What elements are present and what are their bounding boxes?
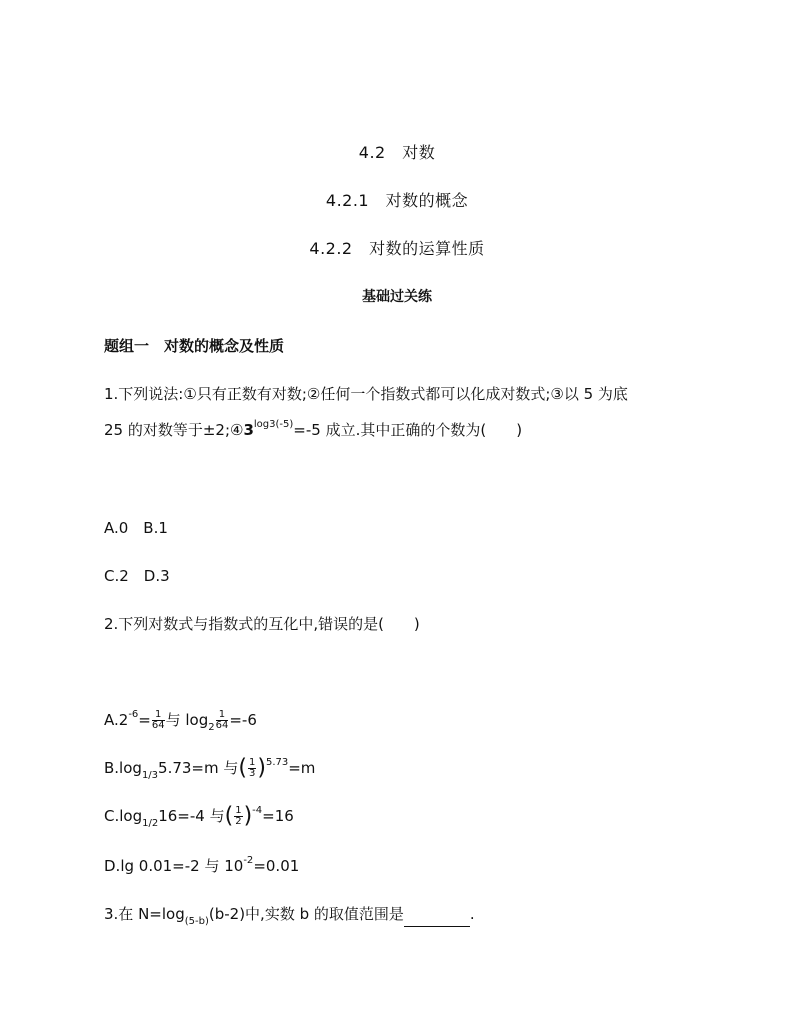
q2c-label: C.log (104, 807, 143, 825)
q2b-close-paren: ) (257, 755, 266, 781)
q2b-exponent: 5.73 (265, 757, 289, 768)
q2-option-a (104, 710, 257, 733)
q2d-pre: D.lg 0.01=-2 与 10 (104, 857, 244, 875)
q2-option-c (104, 803, 294, 829)
exercise-heading: 基础过关练 (362, 289, 432, 305)
q2c-fraction (234, 806, 242, 827)
q2c-open-paren: ( (224, 803, 234, 829)
q2d-tail: =0.01 (253, 857, 300, 875)
q1-power-base: 3 (243, 421, 254, 439)
q2c-num: 1 (235, 805, 242, 816)
q1-stem-line2 (104, 420, 522, 443)
q2b-label: B.log (104, 759, 142, 777)
q3-logbase: (5-b) (184, 916, 209, 927)
q2b-fraction (248, 758, 256, 779)
q2a-den: 64 (151, 720, 165, 731)
q2a-label: A.2 (104, 711, 129, 729)
q2a-mid: 与 log (165, 711, 209, 729)
q2a-den2: 64 (215, 720, 229, 731)
q2-option-b (104, 755, 316, 781)
q2c-close-paren: ) (243, 803, 253, 829)
q2b-open-paren: ( (238, 755, 247, 781)
q2a-num2: 1 (216, 710, 229, 721)
q3-stem (104, 904, 475, 927)
section-title: 4.2 对数 (358, 143, 436, 162)
q2a-tail: =-6 (229, 711, 257, 729)
q2c-den: 2 (235, 816, 242, 827)
q2c-logbase: 1/2 (142, 818, 159, 829)
q2b-num: 1 (248, 757, 256, 768)
q2a-exponent: -6 (128, 709, 139, 720)
q2c-tail: =16 (262, 807, 294, 825)
q2a-eq: = (138, 711, 151, 729)
q2d-exponent: -2 (243, 855, 254, 866)
q1-options-ab: A.0 B.1 (104, 519, 168, 537)
subsection-title-2: 4.2.2 对数的运算性质 (309, 239, 485, 258)
q1-power-exponent: log3(-5) (253, 419, 294, 430)
group-heading: 题组一 对数的概念及性质 (104, 337, 285, 355)
q2-option-d (104, 856, 299, 879)
q2c-rest: 16=-4 与 (158, 807, 225, 825)
q2a-fraction-2 (216, 710, 229, 731)
q3-end: . (469, 905, 475, 923)
q1-text-post: =-5 成立.其中正确的个数为( ) (293, 421, 523, 439)
q2-stem: 2.下列对数式与指数式的互化中,错误的是( ) (104, 615, 420, 633)
q3-mid: (b-2)中,实数 b 的取值范围是 (208, 905, 404, 923)
q2b-den: 3 (248, 768, 256, 779)
q2b-rest: 5.73=m 与 (158, 759, 239, 777)
q2a-num: 1 (152, 710, 165, 721)
subsection-title-1: 4.2.1 对数的概念 (325, 191, 469, 210)
q2a-fraction (152, 710, 165, 731)
q2b-tail: =m (288, 759, 316, 777)
q2c-exponent: -4 (252, 805, 263, 816)
q1-options-cd: C.2 D.3 (104, 567, 170, 585)
q2b-logbase: 1/3 (141, 770, 159, 781)
q2a-logbase: 2 (208, 722, 215, 733)
q3-pre: 3.在 N=log (104, 905, 185, 923)
q3-answer-blank[interactable] (404, 911, 470, 927)
q1-text-pre: 25 的对数等于±2;④ (104, 421, 244, 439)
q1-stem-line1: 1.下列说法:①只有正数有对数;②任何一个指数式都可以化成对数式;③以 5 为底 (104, 385, 628, 403)
